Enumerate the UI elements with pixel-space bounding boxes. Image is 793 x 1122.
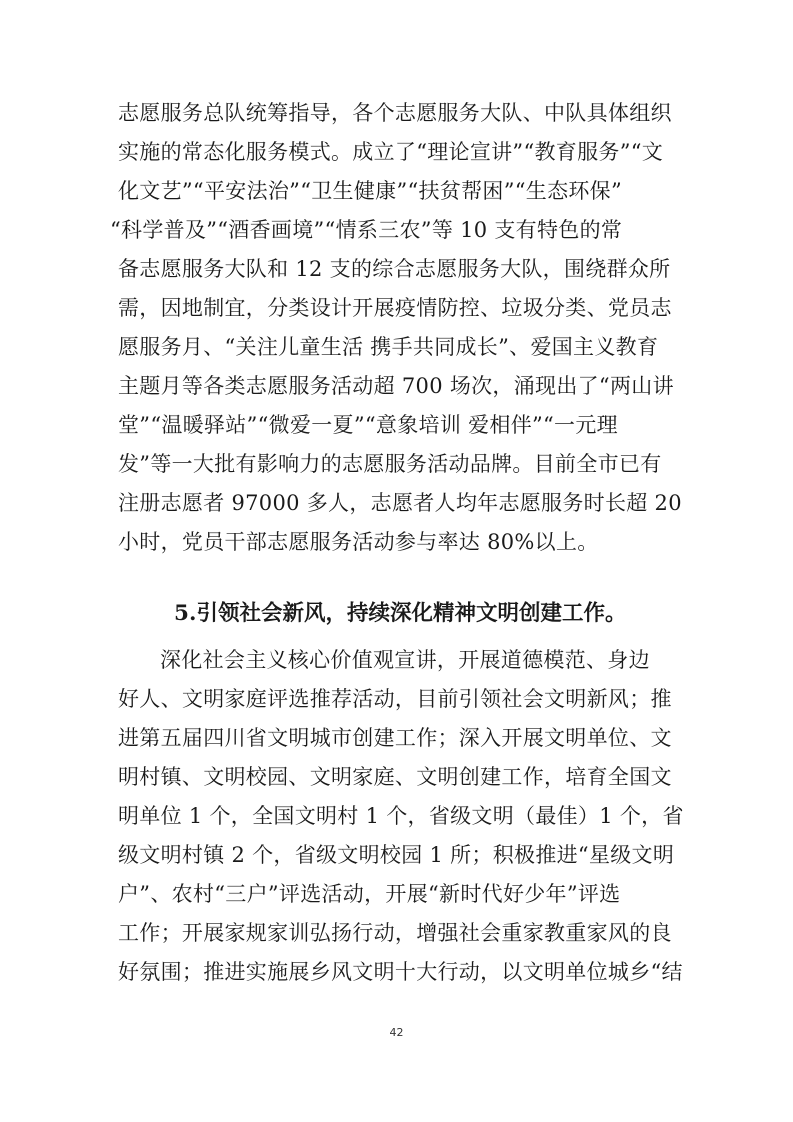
text-line: 进第五届四川省文明城市创建工作；深入开展文明单位、文 bbox=[118, 726, 672, 750]
text-line: 级文明村镇 2 个，省级文明校园 1 所；积极推进“星级文明 bbox=[118, 843, 675, 867]
text-line: 志愿服务总队统筹指导，各个志愿服务大队、中队具体组织 bbox=[118, 101, 672, 125]
text-line: 好氛围；推进实施展乡风文明十大行动，以文明单位城乡“结 bbox=[118, 960, 683, 984]
page-number: 42 bbox=[389, 1026, 404, 1039]
section-heading: 5.引领社会新风，持续深化精神文明创建工作。 bbox=[174, 601, 627, 626]
text-line: 小时，党员干部志愿服务活动参与率达 80%以上。 bbox=[118, 530, 599, 554]
text-line: 明单位 1 个，全国文明村 1 个，省级文明（最佳）1 个，省 bbox=[118, 804, 684, 828]
text-line: 好人、文明家庭评选推荐活动，目前引领社会文明新风；推 bbox=[118, 687, 672, 711]
paragraph-civilization-building bbox=[118, 641, 684, 992]
paragraph-volunteer-service bbox=[110, 94, 682, 562]
text-line: 深化社会主义核心价值观宣讲，开展道德模范、身边 bbox=[160, 648, 650, 672]
text-line: 化文艺”“平安法治”“卫生健康”“扶贫帮困”“生态环保” bbox=[118, 179, 623, 203]
text-line: 备志愿服务大队和 12 支的综合志愿服务大队，围绕群众所 bbox=[118, 257, 671, 281]
text-line: 实施的常态化服务模式。成立了“理论宣讲”“教育服务”“文 bbox=[118, 140, 664, 164]
text-line: 工作；开展家规家训弘扬行动，增强社会重家教重家风的良 bbox=[118, 921, 672, 945]
text-line: 需，因地制宜，分类设计开展疫情防控、垃圾分类、党员志 bbox=[118, 296, 672, 320]
text-line: 户”、农村“三户”评选活动，开展“新时代好少年”评选 bbox=[118, 882, 621, 906]
text-line: 发”等一大批有影响力的志愿服务活动品牌。目前全市已有 bbox=[118, 452, 662, 476]
text-line: 注册志愿者 97000 多人，志愿者人均年志愿服务时长超 20 bbox=[118, 491, 682, 515]
text-line: 明村镇、文明校园、文明家庭、文明创建工作，培育全国文 bbox=[118, 765, 672, 789]
text-line: 愿服务月、“关注儿童生活 携手共同成长”、爱国主义教育 bbox=[118, 335, 659, 359]
text-line: 堂”“温暖驿站”“微爱一夏”“意象培训 爱相伴”“一元理 bbox=[118, 413, 618, 437]
text-line: “科学普及”“酒香画境”“情系三农”等 10 支有特色的常 bbox=[110, 218, 623, 242]
text-line: 主题月等各类志愿服务活动超 700 场次，涌现出了“两山讲 bbox=[118, 374, 674, 398]
